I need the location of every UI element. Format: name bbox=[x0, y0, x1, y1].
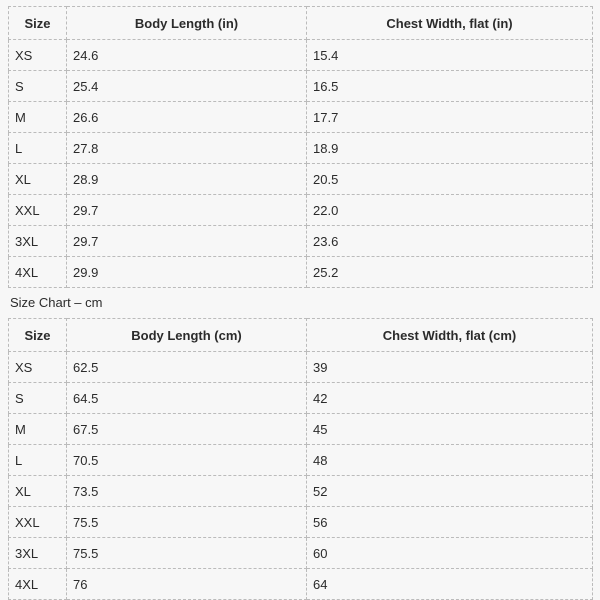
table-row bbox=[9, 476, 593, 507]
cell-chest-width: 48 bbox=[307, 445, 593, 476]
cell-chest-width: 60 bbox=[307, 538, 593, 569]
table-row bbox=[9, 40, 593, 71]
cell-body-length: 75.5 bbox=[67, 507, 307, 538]
column-header-size: Size bbox=[9, 7, 67, 40]
cell-chest-width: 16.5 bbox=[307, 71, 593, 102]
cell-size: XL bbox=[9, 476, 67, 507]
cell-size: 3XL bbox=[9, 538, 67, 569]
cell-chest-width: 64 bbox=[307, 569, 593, 600]
table-header-row bbox=[9, 319, 593, 352]
cell-size: S bbox=[9, 71, 67, 102]
cell-size: XXL bbox=[9, 195, 67, 226]
table-row bbox=[9, 102, 593, 133]
cell-chest-width: 17.7 bbox=[307, 102, 593, 133]
cell-size: M bbox=[9, 414, 67, 445]
cell-chest-width: 42 bbox=[307, 383, 593, 414]
cell-body-length: 29.7 bbox=[67, 226, 307, 257]
cell-size: XL bbox=[9, 164, 67, 195]
cell-chest-width: 25.2 bbox=[307, 257, 593, 288]
cell-body-length: 26.6 bbox=[67, 102, 307, 133]
table-row bbox=[9, 195, 593, 226]
table-row bbox=[9, 133, 593, 164]
table-row bbox=[9, 226, 593, 257]
column-header-body-length: Body Length (in) bbox=[67, 7, 307, 40]
cell-body-length: 25.4 bbox=[67, 71, 307, 102]
cell-size: S bbox=[9, 383, 67, 414]
table-row bbox=[9, 383, 593, 414]
table-row bbox=[9, 445, 593, 476]
table-row bbox=[9, 507, 593, 538]
cell-body-length: 73.5 bbox=[67, 476, 307, 507]
cell-size: M bbox=[9, 102, 67, 133]
cell-body-length: 75.5 bbox=[67, 538, 307, 569]
column-header-chest-width: Chest Width, flat (in) bbox=[307, 7, 593, 40]
cell-body-length: 29.9 bbox=[67, 257, 307, 288]
cell-size: L bbox=[9, 445, 67, 476]
size-chart-inches-table bbox=[8, 6, 593, 288]
cell-body-length: 76 bbox=[67, 569, 307, 600]
cell-body-length: 62.5 bbox=[67, 352, 307, 383]
column-header-body-length: Body Length (cm) bbox=[67, 319, 307, 352]
cell-chest-width: 39 bbox=[307, 352, 593, 383]
cell-chest-width: 20.5 bbox=[307, 164, 593, 195]
table-row bbox=[9, 569, 593, 600]
size-chart-cm-table bbox=[8, 318, 593, 600]
cell-size: L bbox=[9, 133, 67, 164]
cell-chest-width: 45 bbox=[307, 414, 593, 445]
cell-chest-width: 23.6 bbox=[307, 226, 593, 257]
cell-body-length: 24.6 bbox=[67, 40, 307, 71]
table-row bbox=[9, 414, 593, 445]
cell-body-length: 67.5 bbox=[67, 414, 307, 445]
cell-body-length: 29.7 bbox=[67, 195, 307, 226]
cell-size: XS bbox=[9, 40, 67, 71]
column-header-size: Size bbox=[9, 319, 67, 352]
cell-size: XXL bbox=[9, 507, 67, 538]
column-header-chest-width: Chest Width, flat (cm) bbox=[307, 319, 593, 352]
table-row bbox=[9, 71, 593, 102]
cell-size: 4XL bbox=[9, 569, 67, 600]
table-row bbox=[9, 257, 593, 288]
table-header-row bbox=[9, 7, 593, 40]
cell-body-length: 64.5 bbox=[67, 383, 307, 414]
table-row bbox=[9, 164, 593, 195]
cell-size: 3XL bbox=[9, 226, 67, 257]
cell-body-length: 27.8 bbox=[67, 133, 307, 164]
cell-body-length: 70.5 bbox=[67, 445, 307, 476]
cell-body-length: 28.9 bbox=[67, 164, 307, 195]
cell-chest-width: 18.9 bbox=[307, 133, 593, 164]
cell-chest-width: 52 bbox=[307, 476, 593, 507]
cell-size: XS bbox=[9, 352, 67, 383]
cell-chest-width: 56 bbox=[307, 507, 593, 538]
cell-size: 4XL bbox=[9, 257, 67, 288]
table-row bbox=[9, 538, 593, 569]
size-chart-cm-caption: Size Chart – cm bbox=[10, 295, 103, 310]
cell-chest-width: 22.0 bbox=[307, 195, 593, 226]
cell-chest-width: 15.4 bbox=[307, 40, 593, 71]
table-row bbox=[9, 352, 593, 383]
